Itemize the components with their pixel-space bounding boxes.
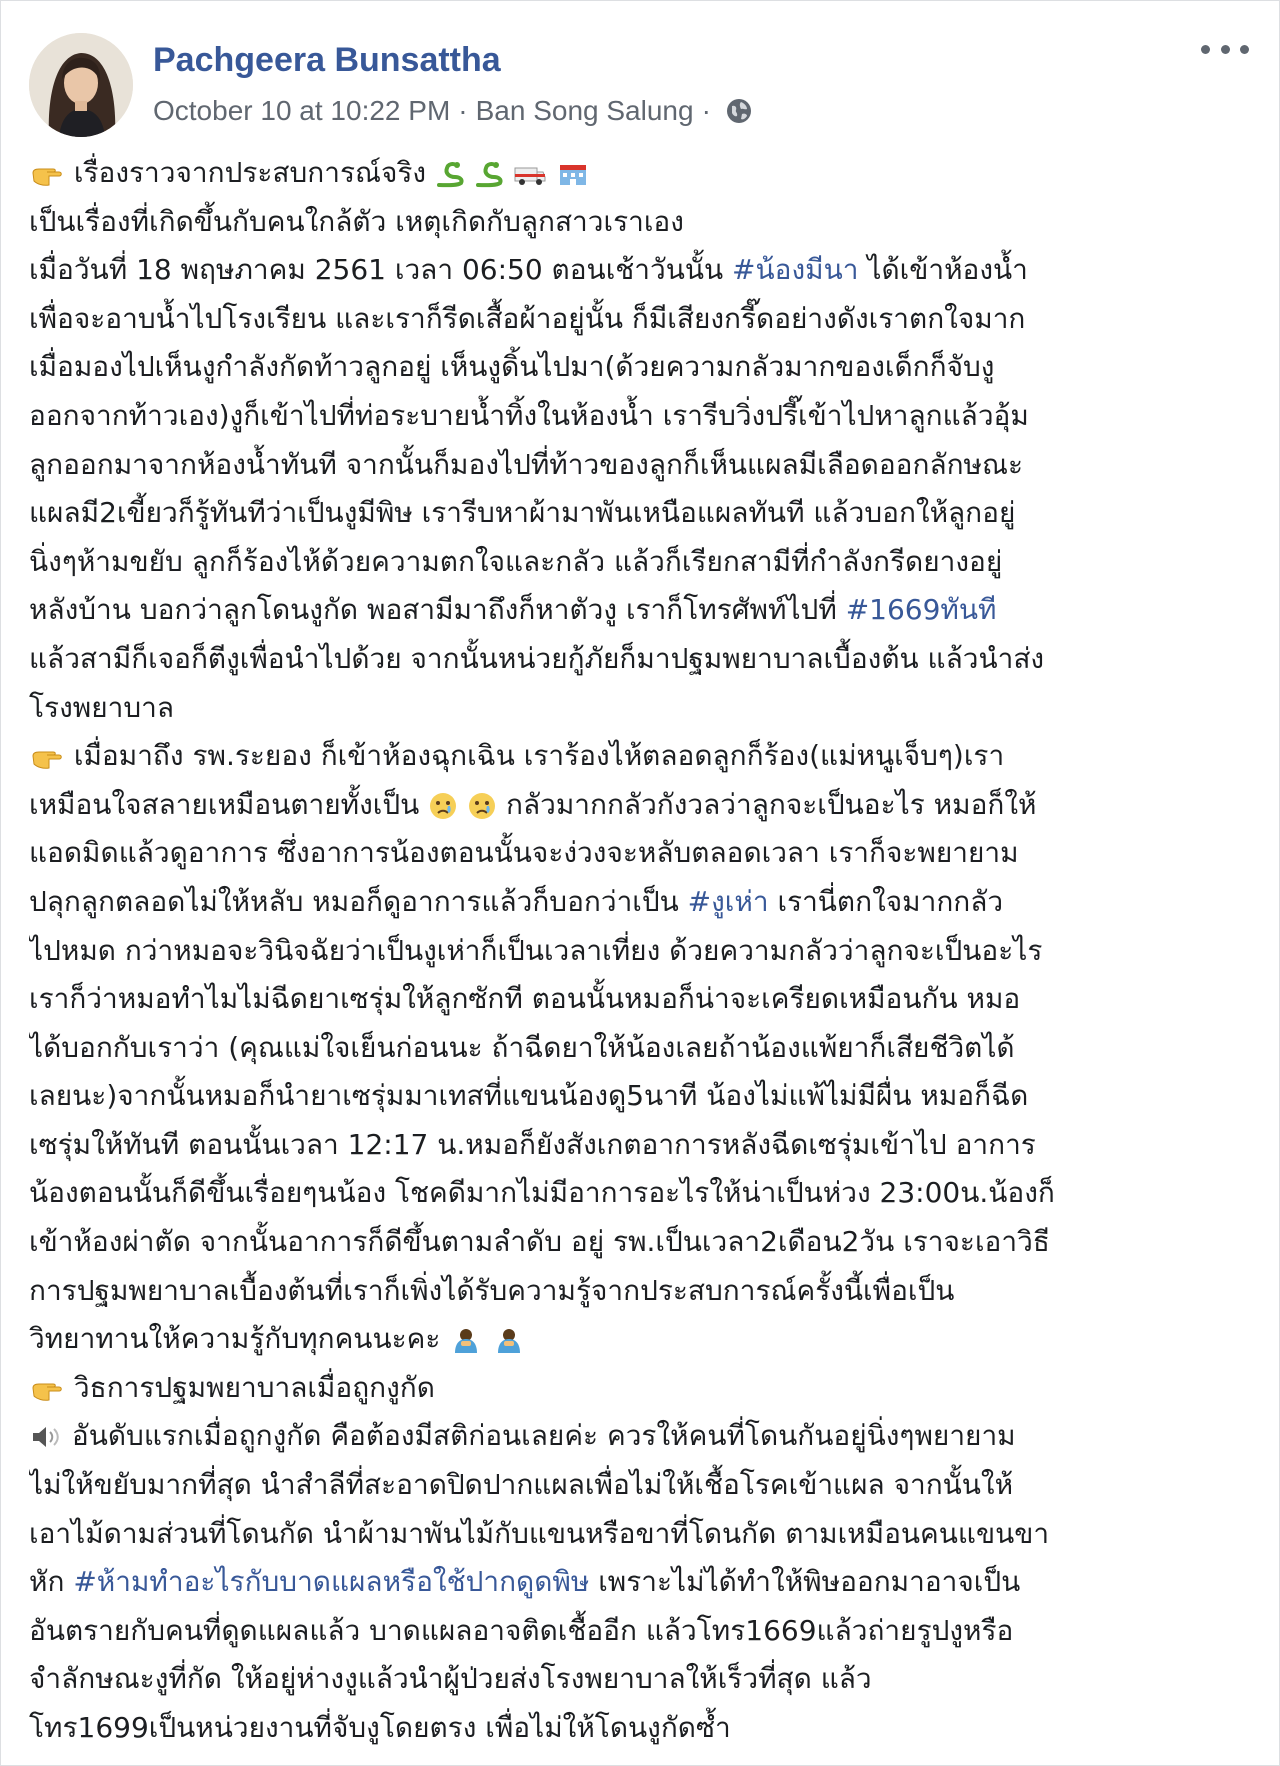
meta-separator-2: · [701,95,711,126]
avatar-image [29,33,133,137]
ambulance-icon [513,159,547,189]
post-line: ไม่ให้ขยับมากที่สุด นำสำลีที่สะอาดปิดปากแผลเพื่อไม่ให้เชื้อโรคเข้าแผล จากนั้นให้ [29,1468,1014,1502]
crying-face-icon [467,791,497,821]
post-line: เรื่องราวจากประสบการณ์จริง [29,149,1257,198]
post-location[interactable]: Ban Song Salung [475,95,694,126]
post-line: แผลมี2เขี้ยวก็รู้ทันทีว่าเป็นงูมีพิษ เรารีบหาผ้ามาพันเหนือแผลทันที แล้วบอกให้ลูกอยู่ [29,496,1016,530]
hashtag-link[interactable]: #น้องมีนา [732,253,859,287]
post-line: หัก #ห้ามทำอะไรกับบาดแผลหรือใช้ปากดูดพิษ เพราะไม่ได้ทำให้พิษออกมาอาจเป็น [29,1565,1021,1599]
post-line: เข้าห้องผ่าตัด จากนั้นอาการก็ดีขึ้นตามลำดับ อยู่ รพ.เป็นเวลา2เดือน2วัน เราจะเอาวิธี [29,1225,1050,1259]
pointing-hand-icon [29,742,65,772]
bowing-person-icon [492,1325,526,1355]
post-line: ได้บอกกับเราว่า (คุณแม่ใจเย็นก่อนนะ ถ้าฉีดยาให้น้องเลยถ้าน้องแพ้ยาก็เสียชีวิตได้ [29,1030,1015,1064]
post-line: วิธการปฐมพยาบาลเมื่อถูกงูกัด [29,1364,1257,1413]
post-line: แอดมิดแล้วดูอาการ ซึ่งอาการน้องตอนนั้นจะง่วงจะหลับตลอดเวลา เราก็จะพยายาม [29,836,1019,870]
post-timestamp[interactable]: October 10 at 10:22 PM [153,95,451,126]
post-line: การปฐมพยาบาลเบื้องต้นที่เราก็เพิ่งได้รับความรู้จากประสบการณ์ครั้งนี้เพื่อเป็น [29,1273,955,1307]
post-line: เราก็ว่าหมอทำไมไม่ฉีดยาเซรุ่มให้ลูกซักที ตอนนั้นหมอก็น่าจะเครียดเหมือนกัน หมอ [29,982,1021,1016]
post-line: เซรุ่มให้ทันที ตอนนั้นเวลา 12:17 น.หมอก็ยังสังเกตอาการหลังฉีดเซรุ่มเข้าไป อาการ [29,1127,1036,1161]
post-line: แล้วสามีก็เจอก็ตีงูเพื่อนำไปด้วย จากนั้นหน่วยกู้ภัยก็มาปฐมพยาบาลเบื้องต้น แล้วนำส่ง [29,641,1045,675]
globe-icon[interactable] [725,97,753,125]
hospital-icon [556,159,590,189]
hashtag-link[interactable]: #ห้ามทำอะไรกับบาดแผลหรือใช้ปากดูดพิษ [73,1565,590,1599]
post-line: เอาไม้ดามส่วนที่โดนกัด นำผ้ามาพันไม้กับแขนหรือขาที่โดนกัด ตามเหมือนคนแขนขา [29,1516,1050,1550]
more-options-icon[interactable] [1201,39,1249,59]
post-line: โรงพยาบาล [29,690,174,724]
post-line: เหมือนใจสลายเหมือนตายทั้งเป็น กลัวมากกลัวกังวลว่าลูกจะเป็นอะไร หมอก็ให้ [29,787,1037,821]
post-body [29,149,1257,1753]
hashtag-link[interactable]: #งูเห่า [687,884,769,918]
post-line: อันดับแรกเมื่อถูกงูกัด คือต้องมีสติก่อนเลยค่ะ ควรให้คนที่โดนกันอยู่นิ่งๆพยายาม [29,1412,1257,1461]
avatar[interactable] [29,33,133,137]
post-line: น้องตอนนั้นก็ดีขึ้นเรื่อยๆนน้อง โชคดีมากไม่มีอาการอะไรให้น่าเป็นห่วง 23:00น.น้องก็ [29,1176,1055,1210]
speaker-icon [29,1422,63,1452]
hashtag-link[interactable]: #1669ทันที [845,593,997,627]
post-line: จำลักษณะงูที่กัด ให้อยู่ห่างงูแล้วนำผู้ป่วยส่งโรงพยาบาลให้เร็วที่สุด แล้ว [29,1662,872,1696]
post-line: เลยนะ)จากนั้นหมอก็นำยาเซรุ่มมาเทสที่แขนน้องดู5นาที น้องไม่แพ้ไม่มีผื่น หมอก็ฉีด [29,1079,1029,1113]
snake-icon [474,159,504,189]
post-line: ปลุกลูกตลอดไม่ให้หลับ หมอก็ดูอาการแล้วก็บอกว่าเป็น #งูเห่า เรานี่ตกใจมากกลัว [29,884,1004,918]
post-line: ไปหมด กว่าหมอจะวินิจฉัยว่าเป็นงูเห่าก็เป็นเวลาเที่ยง ด้วยความกลัวว่าลูกจะเป็นอะไร [29,933,1043,967]
post-line: เมื่อวันที่ 18 พฤษภาคม 2561 เวลา 06:50 ตอนเช้าวันนั้น #น้องมีนา ได้เข้าห้องน้ำ [29,253,1028,287]
post-line: ออกจากท้าวเอง)งูก็เข้าไปที่ท่อระบายน้ำทิ้งในห้องน้ำ เรารีบวิ่งปรี๊เข้าไปหาลูกแล้วอุ้ม [29,398,1029,432]
post-line: โทร1699เป็นหน่วยงานที่จับงูโดยตรง เพื่อไม่ให้โดนงูกัดซ้ำ [29,1711,731,1744]
post-meta [153,95,753,127]
post-line: เมื่อมองไปเห็นงูกำลังกัดท้าวลูกอยู่ เห็นงูดิ้นไปมา(ด้วยความกลัวมากของเด็กก็จับงู [29,350,995,384]
bowing-person-icon [449,1325,483,1355]
pointing-hand-icon [29,159,65,189]
post-line: นิ่งๆห้ามขยับ ลูกก็ร้องไห้ด้วยความตกใจและกลัว แล้วก็เรียกสามีที่กำลังกรีดยางอยู่ [29,544,1003,578]
post-line: เพื่อจะอาบน้ำไปโรงเรียน และเราก็รีดเสื้อผ้าอยู่นั้น ก็มีเสียงกรี๊ดอย่างดังเราตกใจมาก [29,301,1026,335]
crying-face-icon [428,791,458,821]
post-line: หลังบ้าน บอกว่าลูกโดนงูกัด พอสามีมาถึงก็หาตัวงู เราก็โทรศัพท์ไปที่ #1669ทันที [29,593,997,627]
post-line: เมื่อมาถึง รพ.ระยอง ก็เข้าห้องฉุกเฉิน เราร้องไห้ตลอดลูกก็ร้อง(แม่หนูเจ็บๆ)เรา [29,732,1257,781]
meta-separator: · [458,95,468,126]
author-name[interactable]: Pachgeera Bunsattha [153,41,501,79]
pointing-hand-icon [29,1374,65,1404]
post-line: วิทยาทานให้ความรู้กับทุกคนนะคะ [29,1315,1257,1364]
post-line: อันตรายกับคนที่ดูดแผลแล้ว บาดแผลอาจติดเชื้ออีก แล้วโทร1669แล้วถ่ายรูปงูหรือ [29,1613,1014,1647]
post-line: เป็นเรื่องที่เกิดขึ้นกับคนใกล้ตัว เหตุเกิดกับลูกสาวเราเอง [29,204,684,238]
post-line: ลูกออกมาจากห้องน้ำทันที จากนั้นก็มองไปที่ท้าวของลูกก็เห็นแผลมีเลือดออกลักษณะ [29,447,1024,481]
post-header [29,33,1255,143]
snake-icon [435,159,465,189]
